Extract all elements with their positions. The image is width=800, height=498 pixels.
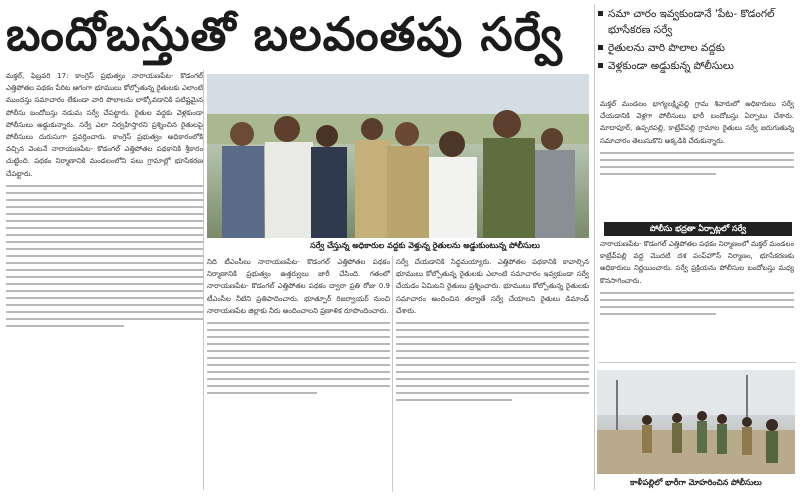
highlight-point: రైతులను వారి పొలాల వద్దకు [598, 40, 796, 56]
main-photo-caption: సర్వే చేస్తున్న అధికారుల వద్దకు వెళ్తున్న రైతులను అడ్డుకుంటున్న పోలీసులు [310, 241, 540, 250]
highlight-point: సమా చారం ఇవ్వకుండానే 'పేట- కొడంగల్ భూసేకరణ సర్వే [598, 6, 796, 38]
page-headline: బందోబస్తుతో బలవంతపు సర్వే [6, 7, 563, 61]
article-column-3 [396, 256, 589, 492]
section-divider [598, 362, 796, 363]
small-photo-caption: కాళీపల్లిలో భారీగా మోహరించిన పోలీసులు [630, 478, 762, 487]
police-deployment-photo [597, 370, 795, 474]
article-text: నారాయణపేట- కొడంగల్ ఎత్తిపోతల పథకం నిర్మాణంలో మక్తల్ మండలం కాట్రేవ్‌పల్లి వద్ద మొదటి దశ పంప్‌హౌస్ నిర్మాణం, భూసేకరణకు అధికారులు నిర్ణయించారు. సర్వే ప్రక్రియను పోలీసుల బందోబస్తు మధ్య కొనసాగించారు. [600, 240, 794, 285]
side-highlights [598, 6, 796, 76]
article-column-4-continued [600, 238, 794, 358]
farmers-police-photo [207, 74, 589, 238]
article-column-1 [6, 70, 203, 490]
column-rule [594, 4, 595, 490]
article-text: నిది టీఎంసీలు నారాయణపేట- కొడంగల్ ఎత్తిపోతల పథకం నిర్మాణానికి ప్రభుత్వం ఉత్తర్వులు జారీ చేసింది. గతంలో నారాయణపేట- కొడంగల్ ఎత్తిపోతల పథకం ద్వారా ప్రతి రోజు 0.9 టీఎంసీల నీటిని ప్రతిపాదించారు. భూత్పూర్ రిజర్వాయర్ నుంచి నారాయణపేట జిల్లాకు నీరు అందించాలని ప్రణాళిక రూపొందించారు. [207, 258, 390, 315]
column-rule [203, 70, 204, 490]
subsection-heading: పోలీసు భద్రతా ఏర్పాట్లలో సర్వే [604, 222, 792, 236]
article-column-2 [207, 256, 390, 492]
article-text: మక్తల్ మండలం భాగ్యలక్ష్మిపల్లి గ్రామ శివారులో అధికారులు సర్వే చేయడానికి వెళ్లగా పోలీసులు భారీ బందోబస్తు ఏర్పాటు చేశారు. మాదాపూర్, ఉప్పరపల్లి, కాట్రేవ్‌పల్లి గ్రామాల రైతులు సర్వే జరుగుతున్న సమాచారం తెలుసుకొని అక్కడికి చేరుకున్నారు. [600, 100, 794, 145]
photo-scene [597, 370, 795, 474]
column-rule [392, 256, 393, 492]
photo-scene [207, 74, 589, 238]
article-text: మక్తల్, ఫిబ్రవరి 17: కాంగ్రెస్ ప్రభుత్వం నారాయణపేట- కొడంగల్ ఎత్తిపోతల పథకం పేరిట ఆగంగా భూములు కోల్పోతున్న రైతులకు ఎలాంటి ముందస్తు సమాచారం లేకుండా వారి పొలాలను లాక్కోవడానికి పటిష్టమైన పోలీసు బందోబస్తు నడుమ సర్వే చేపట్టారు. రైతుల వద్దకు వెళ్లకుండా పోలీసులు అడ్డుకున్నారు. సర్వే ఎలా నిర్వహిస్తారని ప్రశ్నించిన రైతులపై పోలీసులు దురుసుగా ప్రవర్తించారు. కాంగ్రెస్ ప్రభుత్వం అధికారంలోకి వచ్చిన వెంటనే నారాయణపేట- కొడంగల్ ఎత్తిపోతల పథకానికి శ్రీకారం చుట్టింది. పథకం నిర్మాణానికి మండలంలోని పలు గ్రామాల్లో భూసేకరణ చేపట్టారు. [6, 72, 203, 178]
article-text: సర్వే చేయడానికి సిద్ధమయ్యారు. ఎత్తిపోతల పథకానికి కావాల్సిన భూములు కోల్పోతున్న రైతులకు ఎలాంటి సమాచారం ఇవ్వకుండా సర్వే చేయడం ఏమిటని రైతులు ప్రశ్నించారు. భూములు కోల్పోతున్న రైతులకు సమాచారం అందించిన తర్వాతే సర్వే చేయాలని రైతులు డిమాండ్ చేశారు. [396, 258, 589, 315]
highlight-point: వెళ్లకుండా అడ్డుకున్న పోలీసులు [598, 58, 796, 74]
article-column-4 [600, 98, 794, 220]
